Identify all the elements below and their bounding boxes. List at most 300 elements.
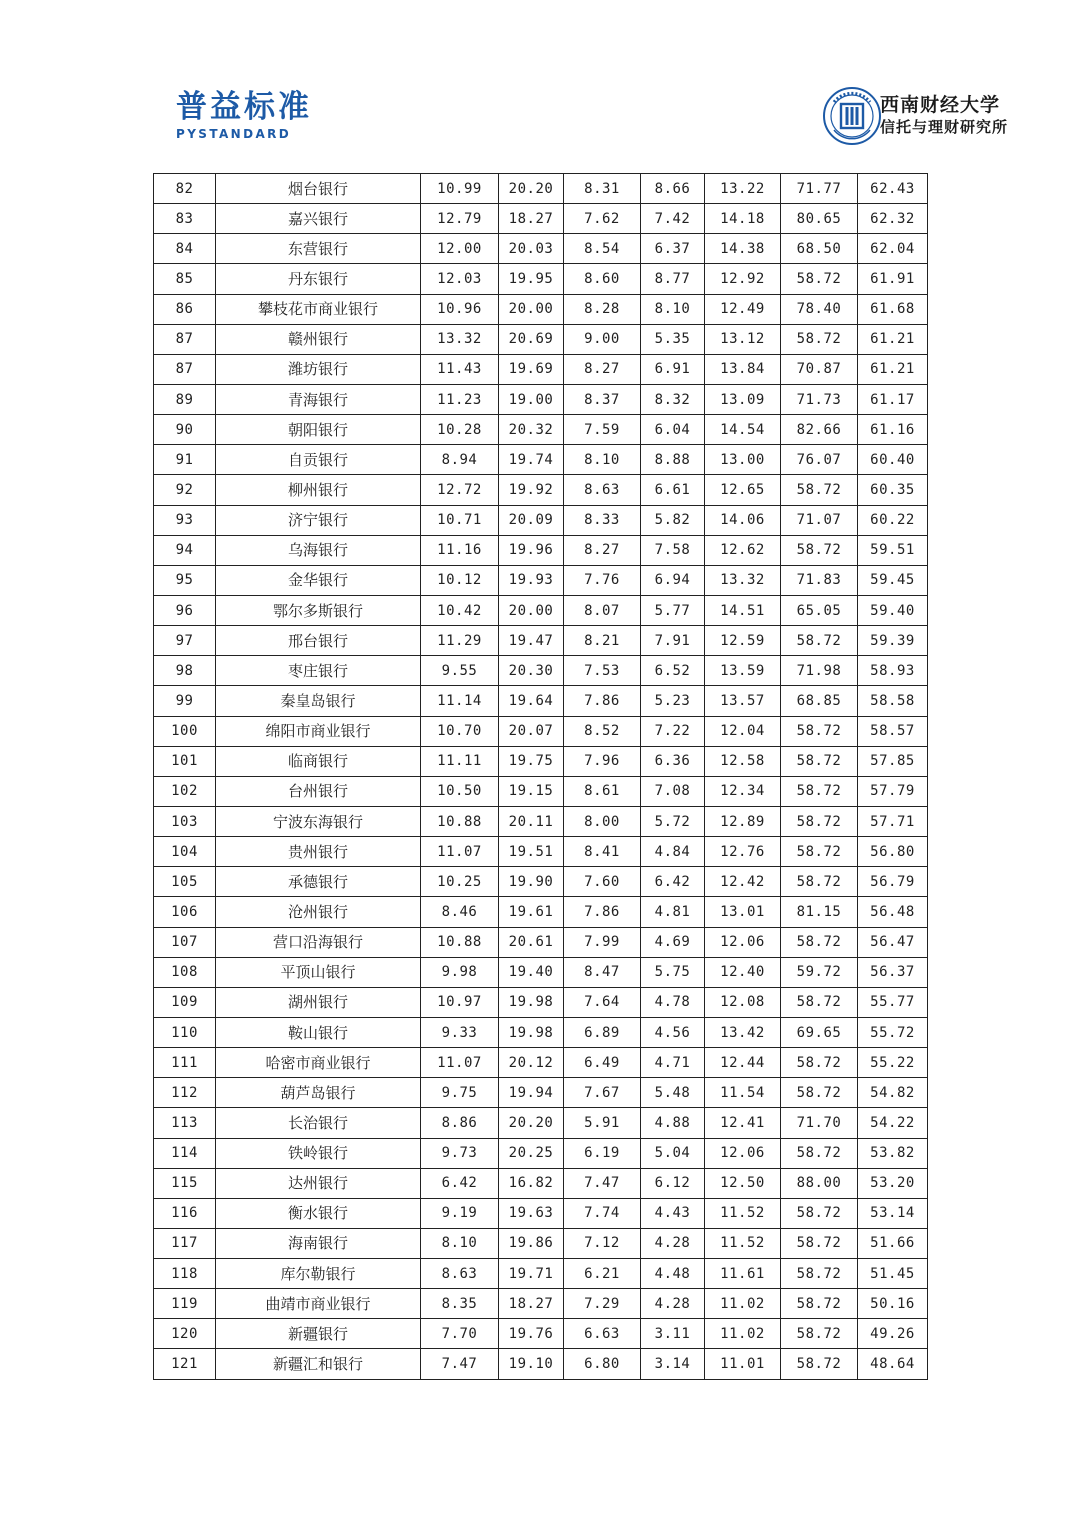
value-cell: 10.96	[421, 294, 499, 324]
table-row	[154, 1289, 928, 1319]
value-cell: 10.97	[421, 987, 499, 1017]
value-cell: 6.80	[564, 1349, 641, 1379]
value-cell: 13.32	[421, 324, 499, 354]
table-row	[154, 294, 928, 324]
value-cell: 8.46	[421, 897, 499, 927]
value-cell: 58.72	[781, 324, 858, 354]
value-cell: 4.28	[641, 1228, 705, 1258]
bank-name-cell: 沧州银行	[216, 897, 421, 927]
value-cell: 7.47	[564, 1168, 641, 1198]
value-cell: 8.35	[421, 1289, 499, 1319]
value-cell: 5.75	[641, 957, 705, 987]
value-cell: 10.99	[421, 174, 499, 204]
rank-cell: 99	[154, 686, 216, 716]
rank-cell: 115	[154, 1168, 216, 1198]
value-cell: 58.72	[781, 1078, 858, 1108]
value-cell: 12.79	[421, 204, 499, 234]
total-score-cell: 61.68	[858, 294, 928, 324]
value-cell: 7.60	[564, 867, 641, 897]
total-score-cell: 58.58	[858, 686, 928, 716]
table-row	[154, 384, 928, 414]
value-cell: 9.98	[421, 957, 499, 987]
bank-name-cell: 新疆银行	[216, 1319, 421, 1349]
value-cell: 11.01	[705, 1349, 781, 1379]
value-cell: 10.28	[421, 415, 499, 445]
value-cell: 12.62	[705, 535, 781, 565]
value-cell: 4.81	[641, 897, 705, 927]
value-cell: 8.31	[564, 174, 641, 204]
value-cell: 71.07	[781, 505, 858, 535]
value-cell: 8.27	[564, 535, 641, 565]
value-cell: 58.72	[781, 927, 858, 957]
bank-name-cell: 丹东银行	[216, 264, 421, 294]
value-cell: 6.42	[641, 867, 705, 897]
value-cell: 13.09	[705, 384, 781, 414]
table-row	[154, 475, 928, 505]
value-cell: 14.54	[705, 415, 781, 445]
total-score-cell: 56.80	[858, 837, 928, 867]
value-cell: 19.92	[499, 475, 564, 505]
table-row	[154, 354, 928, 384]
bank-name-cell: 曲靖市商业银行	[216, 1289, 421, 1319]
total-score-cell: 55.22	[858, 1048, 928, 1078]
bank-name-cell: 台州银行	[216, 776, 421, 806]
value-cell: 19.51	[499, 837, 564, 867]
rank-cell: 84	[154, 234, 216, 264]
total-score-cell: 57.71	[858, 806, 928, 836]
rank-cell: 105	[154, 867, 216, 897]
value-cell: 6.61	[641, 475, 705, 505]
value-cell: 12.92	[705, 264, 781, 294]
bank-name-cell: 乌海银行	[216, 535, 421, 565]
table-row	[154, 837, 928, 867]
value-cell: 4.84	[641, 837, 705, 867]
value-cell: 4.48	[641, 1259, 705, 1289]
value-cell: 4.69	[641, 927, 705, 957]
value-cell: 68.50	[781, 234, 858, 264]
bank-name-cell: 青海银行	[216, 384, 421, 414]
value-cell: 8.10	[564, 445, 641, 475]
value-cell: 13.42	[705, 1017, 781, 1047]
table-row	[154, 1108, 928, 1138]
table-row	[154, 264, 928, 294]
bank-name-cell: 海南银行	[216, 1228, 421, 1258]
value-cell: 12.59	[705, 626, 781, 656]
value-cell: 19.95	[499, 264, 564, 294]
bank-name-cell: 贵州银行	[216, 837, 421, 867]
value-cell: 58.72	[781, 806, 858, 836]
bank-name-cell: 湖州银行	[216, 987, 421, 1017]
value-cell: 9.19	[421, 1198, 499, 1228]
value-cell: 11.02	[705, 1289, 781, 1319]
bank-ranking-table	[153, 173, 928, 1380]
bank-name-cell: 柳州银行	[216, 475, 421, 505]
rank-cell: 109	[154, 987, 216, 1017]
value-cell: 6.12	[641, 1168, 705, 1198]
total-score-cell: 62.32	[858, 204, 928, 234]
value-cell: 7.86	[564, 686, 641, 716]
value-cell: 8.07	[564, 595, 641, 625]
value-cell: 4.43	[641, 1198, 705, 1228]
value-cell: 19.98	[499, 1017, 564, 1047]
value-cell: 8.52	[564, 716, 641, 746]
rank-cell: 120	[154, 1319, 216, 1349]
bank-name-cell: 烟台银行	[216, 174, 421, 204]
value-cell: 7.42	[641, 204, 705, 234]
value-cell: 12.40	[705, 957, 781, 987]
bank-name-cell: 绵阳市商业银行	[216, 716, 421, 746]
value-cell: 10.88	[421, 806, 499, 836]
value-cell: 7.67	[564, 1078, 641, 1108]
total-score-cell: 56.48	[858, 897, 928, 927]
total-score-cell: 60.22	[858, 505, 928, 535]
value-cell: 19.93	[499, 565, 564, 595]
value-cell: 12.06	[705, 1138, 781, 1168]
bank-name-cell: 自贡银行	[216, 445, 421, 475]
value-cell: 5.23	[641, 686, 705, 716]
value-cell: 19.75	[499, 746, 564, 776]
value-cell: 10.70	[421, 716, 499, 746]
value-cell: 5.04	[641, 1138, 705, 1168]
value-cell: 3.11	[641, 1319, 705, 1349]
value-cell: 19.71	[499, 1259, 564, 1289]
value-cell: 6.49	[564, 1048, 641, 1078]
bank-name-cell: 临商银行	[216, 746, 421, 776]
table-row	[154, 324, 928, 354]
total-score-cell: 61.91	[858, 264, 928, 294]
total-score-cell: 57.85	[858, 746, 928, 776]
table-row	[154, 1349, 928, 1379]
value-cell: 88.00	[781, 1168, 858, 1198]
table-row	[154, 415, 928, 445]
table-row	[154, 174, 928, 204]
value-cell: 13.59	[705, 656, 781, 686]
table-row	[154, 1168, 928, 1198]
value-cell: 5.82	[641, 505, 705, 535]
value-cell: 20.61	[499, 927, 564, 957]
value-cell: 11.43	[421, 354, 499, 384]
value-cell: 12.44	[705, 1048, 781, 1078]
value-cell: 71.77	[781, 174, 858, 204]
value-cell: 81.15	[781, 897, 858, 927]
rank-cell: 86	[154, 294, 216, 324]
value-cell: 20.25	[499, 1138, 564, 1168]
value-cell: 19.98	[499, 987, 564, 1017]
value-cell: 58.72	[781, 1349, 858, 1379]
rank-cell: 104	[154, 837, 216, 867]
value-cell: 8.00	[564, 806, 641, 836]
value-cell: 58.72	[781, 1289, 858, 1319]
value-cell: 7.47	[421, 1349, 499, 1379]
value-cell: 7.96	[564, 746, 641, 776]
total-score-cell: 49.26	[858, 1319, 928, 1349]
value-cell: 7.59	[564, 415, 641, 445]
value-cell: 7.22	[641, 716, 705, 746]
total-score-cell: 58.93	[858, 656, 928, 686]
total-score-cell: 58.57	[858, 716, 928, 746]
value-cell: 20.03	[499, 234, 564, 264]
value-cell: 6.91	[641, 354, 705, 384]
value-cell: 11.07	[421, 1048, 499, 1078]
bank-name-cell: 营口沿海银行	[216, 927, 421, 957]
rank-cell: 96	[154, 595, 216, 625]
total-score-cell: 61.16	[858, 415, 928, 445]
value-cell: 12.34	[705, 776, 781, 806]
value-cell: 6.52	[641, 656, 705, 686]
total-score-cell: 51.45	[858, 1259, 928, 1289]
value-cell: 58.72	[781, 776, 858, 806]
brand-logo	[176, 90, 336, 142]
value-cell: 12.06	[705, 927, 781, 957]
value-cell: 13.00	[705, 445, 781, 475]
value-cell: 5.35	[641, 324, 705, 354]
value-cell: 11.14	[421, 686, 499, 716]
table-row	[154, 1048, 928, 1078]
rank-cell: 101	[154, 746, 216, 776]
value-cell: 12.89	[705, 806, 781, 836]
table-body	[154, 174, 928, 1380]
value-cell: 19.47	[499, 626, 564, 656]
total-score-cell: 50.16	[858, 1289, 928, 1319]
rank-cell: 110	[154, 1017, 216, 1047]
value-cell: 8.63	[564, 475, 641, 505]
value-cell: 8.61	[564, 776, 641, 806]
value-cell: 8.28	[564, 294, 641, 324]
value-cell: 7.70	[421, 1319, 499, 1349]
rank-cell: 108	[154, 957, 216, 987]
value-cell: 11.54	[705, 1078, 781, 1108]
value-cell: 11.07	[421, 837, 499, 867]
rank-cell: 82	[154, 174, 216, 204]
value-cell: 69.65	[781, 1017, 858, 1047]
value-cell: 58.72	[781, 716, 858, 746]
value-cell: 6.94	[641, 565, 705, 595]
value-cell: 20.20	[499, 174, 564, 204]
value-cell: 12.50	[705, 1168, 781, 1198]
value-cell: 58.72	[781, 535, 858, 565]
university-seal-icon	[822, 86, 882, 146]
value-cell: 71.98	[781, 656, 858, 686]
value-cell: 20.20	[499, 1108, 564, 1138]
value-cell: 7.58	[641, 535, 705, 565]
total-score-cell: 62.04	[858, 234, 928, 264]
rank-cell: 89	[154, 384, 216, 414]
rank-cell: 114	[154, 1138, 216, 1168]
total-score-cell: 53.82	[858, 1138, 928, 1168]
bank-name-cell: 达州银行	[216, 1168, 421, 1198]
rank-cell: 112	[154, 1078, 216, 1108]
value-cell: 14.51	[705, 595, 781, 625]
total-score-cell: 59.40	[858, 595, 928, 625]
value-cell: 18.27	[499, 204, 564, 234]
bank-name-cell: 新疆汇和银行	[216, 1349, 421, 1379]
rank-cell: 94	[154, 535, 216, 565]
bank-name-cell: 库尔勒银行	[216, 1259, 421, 1289]
value-cell: 10.50	[421, 776, 499, 806]
value-cell: 6.37	[641, 234, 705, 264]
value-cell: 58.72	[781, 1048, 858, 1078]
value-cell: 10.42	[421, 595, 499, 625]
value-cell: 16.82	[499, 1168, 564, 1198]
value-cell: 19.10	[499, 1349, 564, 1379]
value-cell: 6.42	[421, 1168, 499, 1198]
value-cell: 10.88	[421, 927, 499, 957]
value-cell: 8.21	[564, 626, 641, 656]
bank-name-cell: 枣庄银行	[216, 656, 421, 686]
value-cell: 13.57	[705, 686, 781, 716]
value-cell: 11.11	[421, 746, 499, 776]
value-cell: 8.94	[421, 445, 499, 475]
total-score-cell: 53.20	[858, 1168, 928, 1198]
rank-cell: 117	[154, 1228, 216, 1258]
value-cell: 8.10	[641, 294, 705, 324]
rank-cell: 121	[154, 1349, 216, 1379]
bank-name-cell: 铁岭银行	[216, 1138, 421, 1168]
value-cell: 19.63	[499, 1198, 564, 1228]
rank-cell: 90	[154, 415, 216, 445]
bank-name-cell: 嘉兴银行	[216, 204, 421, 234]
rank-cell: 93	[154, 505, 216, 535]
value-cell: 58.72	[781, 837, 858, 867]
value-cell: 8.86	[421, 1108, 499, 1138]
bank-name-cell: 赣州银行	[216, 324, 421, 354]
value-cell: 13.12	[705, 324, 781, 354]
rank-cell: 87	[154, 324, 216, 354]
value-cell: 13.01	[705, 897, 781, 927]
value-cell: 9.00	[564, 324, 641, 354]
value-cell: 4.88	[641, 1108, 705, 1138]
value-cell: 6.89	[564, 1017, 641, 1047]
value-cell: 9.73	[421, 1138, 499, 1168]
table-row	[154, 1017, 928, 1047]
value-cell: 19.00	[499, 384, 564, 414]
brand-name-cn: 普益标准	[176, 89, 312, 125]
value-cell: 7.76	[564, 565, 641, 595]
rank-cell: 91	[154, 445, 216, 475]
value-cell: 19.76	[499, 1319, 564, 1349]
table-row	[154, 806, 928, 836]
value-cell: 8.63	[421, 1259, 499, 1289]
total-score-cell: 48.64	[858, 1349, 928, 1379]
value-cell: 71.73	[781, 384, 858, 414]
bank-name-cell: 鞍山银行	[216, 1017, 421, 1047]
value-cell: 8.77	[641, 264, 705, 294]
total-score-cell: 53.14	[858, 1198, 928, 1228]
table-row	[154, 565, 928, 595]
value-cell: 7.12	[564, 1228, 641, 1258]
value-cell: 18.27	[499, 1289, 564, 1319]
value-cell: 7.91	[641, 626, 705, 656]
university-name: 西南财经大学	[880, 94, 1001, 116]
value-cell: 8.41	[564, 837, 641, 867]
value-cell: 7.29	[564, 1289, 641, 1319]
rank-cell: 113	[154, 1108, 216, 1138]
bank-name-cell: 济宁银行	[216, 505, 421, 535]
value-cell: 12.49	[705, 294, 781, 324]
value-cell: 8.66	[641, 174, 705, 204]
bank-name-cell: 哈密市商业银行	[216, 1048, 421, 1078]
bank-name-cell: 秦皇岛银行	[216, 686, 421, 716]
rank-cell: 95	[154, 565, 216, 595]
rank-cell: 97	[154, 626, 216, 656]
value-cell: 19.69	[499, 354, 564, 384]
value-cell: 11.02	[705, 1319, 781, 1349]
rank-cell: 111	[154, 1048, 216, 1078]
table-row	[154, 445, 928, 475]
value-cell: 7.74	[564, 1198, 641, 1228]
value-cell: 13.32	[705, 565, 781, 595]
total-score-cell: 61.17	[858, 384, 928, 414]
value-cell: 58.72	[781, 1198, 858, 1228]
table-row	[154, 957, 928, 987]
value-cell: 19.40	[499, 957, 564, 987]
table-row	[154, 234, 928, 264]
table-row	[154, 1198, 928, 1228]
value-cell: 6.04	[641, 415, 705, 445]
value-cell: 12.08	[705, 987, 781, 1017]
value-cell: 5.48	[641, 1078, 705, 1108]
value-cell: 5.72	[641, 806, 705, 836]
bank-name-cell: 长治银行	[216, 1108, 421, 1138]
value-cell: 71.83	[781, 565, 858, 595]
value-cell: 58.72	[781, 264, 858, 294]
value-cell: 6.63	[564, 1319, 641, 1349]
value-cell: 58.72	[781, 1138, 858, 1168]
value-cell: 6.36	[641, 746, 705, 776]
total-score-cell: 62.43	[858, 174, 928, 204]
rank-cell: 119	[154, 1289, 216, 1319]
value-cell: 12.41	[705, 1108, 781, 1138]
rank-cell: 87	[154, 354, 216, 384]
value-cell: 10.25	[421, 867, 499, 897]
value-cell: 6.21	[564, 1259, 641, 1289]
value-cell: 8.27	[564, 354, 641, 384]
value-cell: 20.09	[499, 505, 564, 535]
rank-cell: 102	[154, 776, 216, 806]
value-cell: 19.96	[499, 535, 564, 565]
value-cell: 8.54	[564, 234, 641, 264]
total-score-cell: 54.22	[858, 1108, 928, 1138]
value-cell: 9.75	[421, 1078, 499, 1108]
table-row	[154, 987, 928, 1017]
rank-cell: 98	[154, 656, 216, 686]
university-logo	[822, 86, 1012, 148]
value-cell: 10.71	[421, 505, 499, 535]
value-cell: 11.52	[705, 1228, 781, 1258]
value-cell: 71.70	[781, 1108, 858, 1138]
total-score-cell: 55.72	[858, 1017, 928, 1047]
value-cell: 70.87	[781, 354, 858, 384]
value-cell: 10.12	[421, 565, 499, 595]
value-cell: 13.84	[705, 354, 781, 384]
value-cell: 4.28	[641, 1289, 705, 1319]
table-row	[154, 595, 928, 625]
value-cell: 6.19	[564, 1138, 641, 1168]
bank-name-cell: 葫芦岛银行	[216, 1078, 421, 1108]
value-cell: 59.72	[781, 957, 858, 987]
value-cell: 9.33	[421, 1017, 499, 1047]
value-cell: 4.71	[641, 1048, 705, 1078]
table-row	[154, 505, 928, 535]
value-cell: 80.65	[781, 204, 858, 234]
value-cell: 19.61	[499, 897, 564, 927]
value-cell: 7.08	[641, 776, 705, 806]
bank-name-cell: 潍坊银行	[216, 354, 421, 384]
brand-name-en: PYSTANDARD	[176, 127, 292, 141]
value-cell: 7.64	[564, 987, 641, 1017]
value-cell: 58.72	[781, 987, 858, 1017]
value-cell: 19.86	[499, 1228, 564, 1258]
